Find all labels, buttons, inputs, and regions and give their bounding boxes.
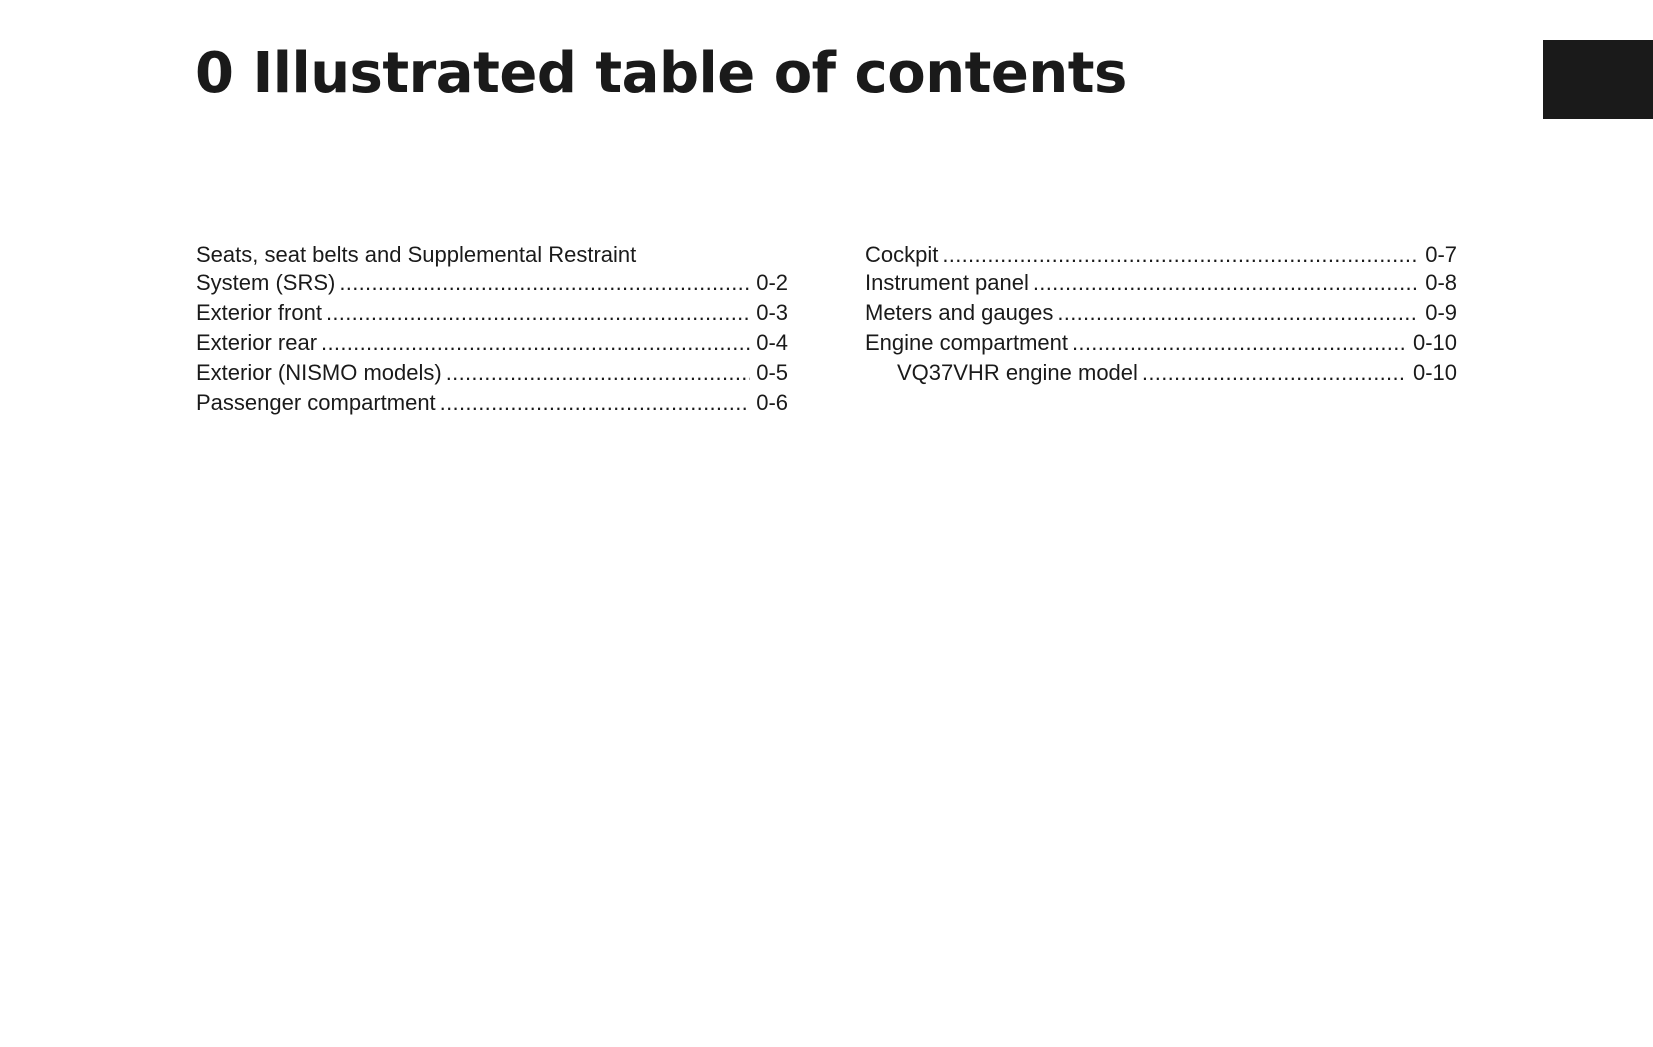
toc-entry-label: Meters and gauges (865, 300, 1054, 325)
dot-leader (446, 358, 750, 388)
toc-entry-meters-gauges[interactable] (865, 298, 1457, 328)
toc-entry-label: Exterior rear (196, 330, 318, 355)
toc-page-number: 0-3 (756, 300, 788, 325)
toc-column-right (865, 242, 1457, 388)
dot-leader (1142, 358, 1407, 388)
toc-entry-label: Seats, seat belts and Supplemental Restraint (196, 242, 637, 267)
page-title: 0 Illustrated table of contents (195, 41, 1127, 106)
toc-page-number: 0-9 (1425, 300, 1457, 325)
toc-page-number: 0-8 (1425, 270, 1457, 295)
dot-leader (440, 388, 751, 418)
toc-entry-engine-compartment[interactable] (865, 328, 1457, 358)
toc-entry-label: VQ37VHR engine model (897, 360, 1138, 385)
toc-entry-seats-srs[interactable] (196, 242, 788, 298)
toc-column-left (196, 242, 788, 418)
toc-entry-label: Exterior (NISMO models) (196, 360, 442, 385)
toc-entry-label: System (SRS) (196, 270, 336, 295)
toc-entry-instrument-panel[interactable] (865, 268, 1457, 298)
dot-leader (326, 298, 750, 328)
dot-leader (942, 242, 1419, 268)
dot-leader (339, 268, 750, 298)
dot-leader (1057, 298, 1419, 328)
toc-entry-label: Engine compartment (865, 330, 1068, 355)
toc-page-number: 0-6 (756, 390, 788, 415)
chapter-tab (1543, 40, 1653, 119)
dot-leader (1033, 268, 1419, 298)
toc-entry-exterior-front[interactable] (196, 298, 788, 328)
dot-leader (1072, 328, 1407, 358)
dot-leader (321, 328, 750, 358)
toc-page-number: 0-7 (1425, 242, 1457, 267)
toc-entry-label: Instrument panel (865, 270, 1029, 295)
toc-page-number: 0-4 (756, 330, 788, 355)
toc-entry-label: Passenger compartment (196, 390, 436, 415)
toc-page-number: 0-5 (756, 360, 788, 385)
toc-entry-exterior-nismo[interactable] (196, 358, 788, 388)
toc-entry-passenger-compartment[interactable] (196, 388, 788, 418)
toc-entry-cockpit[interactable] (865, 242, 1457, 268)
toc-entry-vq37vhr-engine[interactable] (865, 358, 1457, 388)
toc-entry-label: Cockpit (865, 242, 939, 267)
toc-page-number: 0-10 (1412, 360, 1457, 385)
toc-entry-label: Exterior front (196, 300, 322, 325)
toc-entry-exterior-rear[interactable] (196, 328, 788, 358)
toc-page-number: 0-10 (1412, 330, 1457, 355)
toc-page-number: 0-2 (756, 270, 788, 295)
